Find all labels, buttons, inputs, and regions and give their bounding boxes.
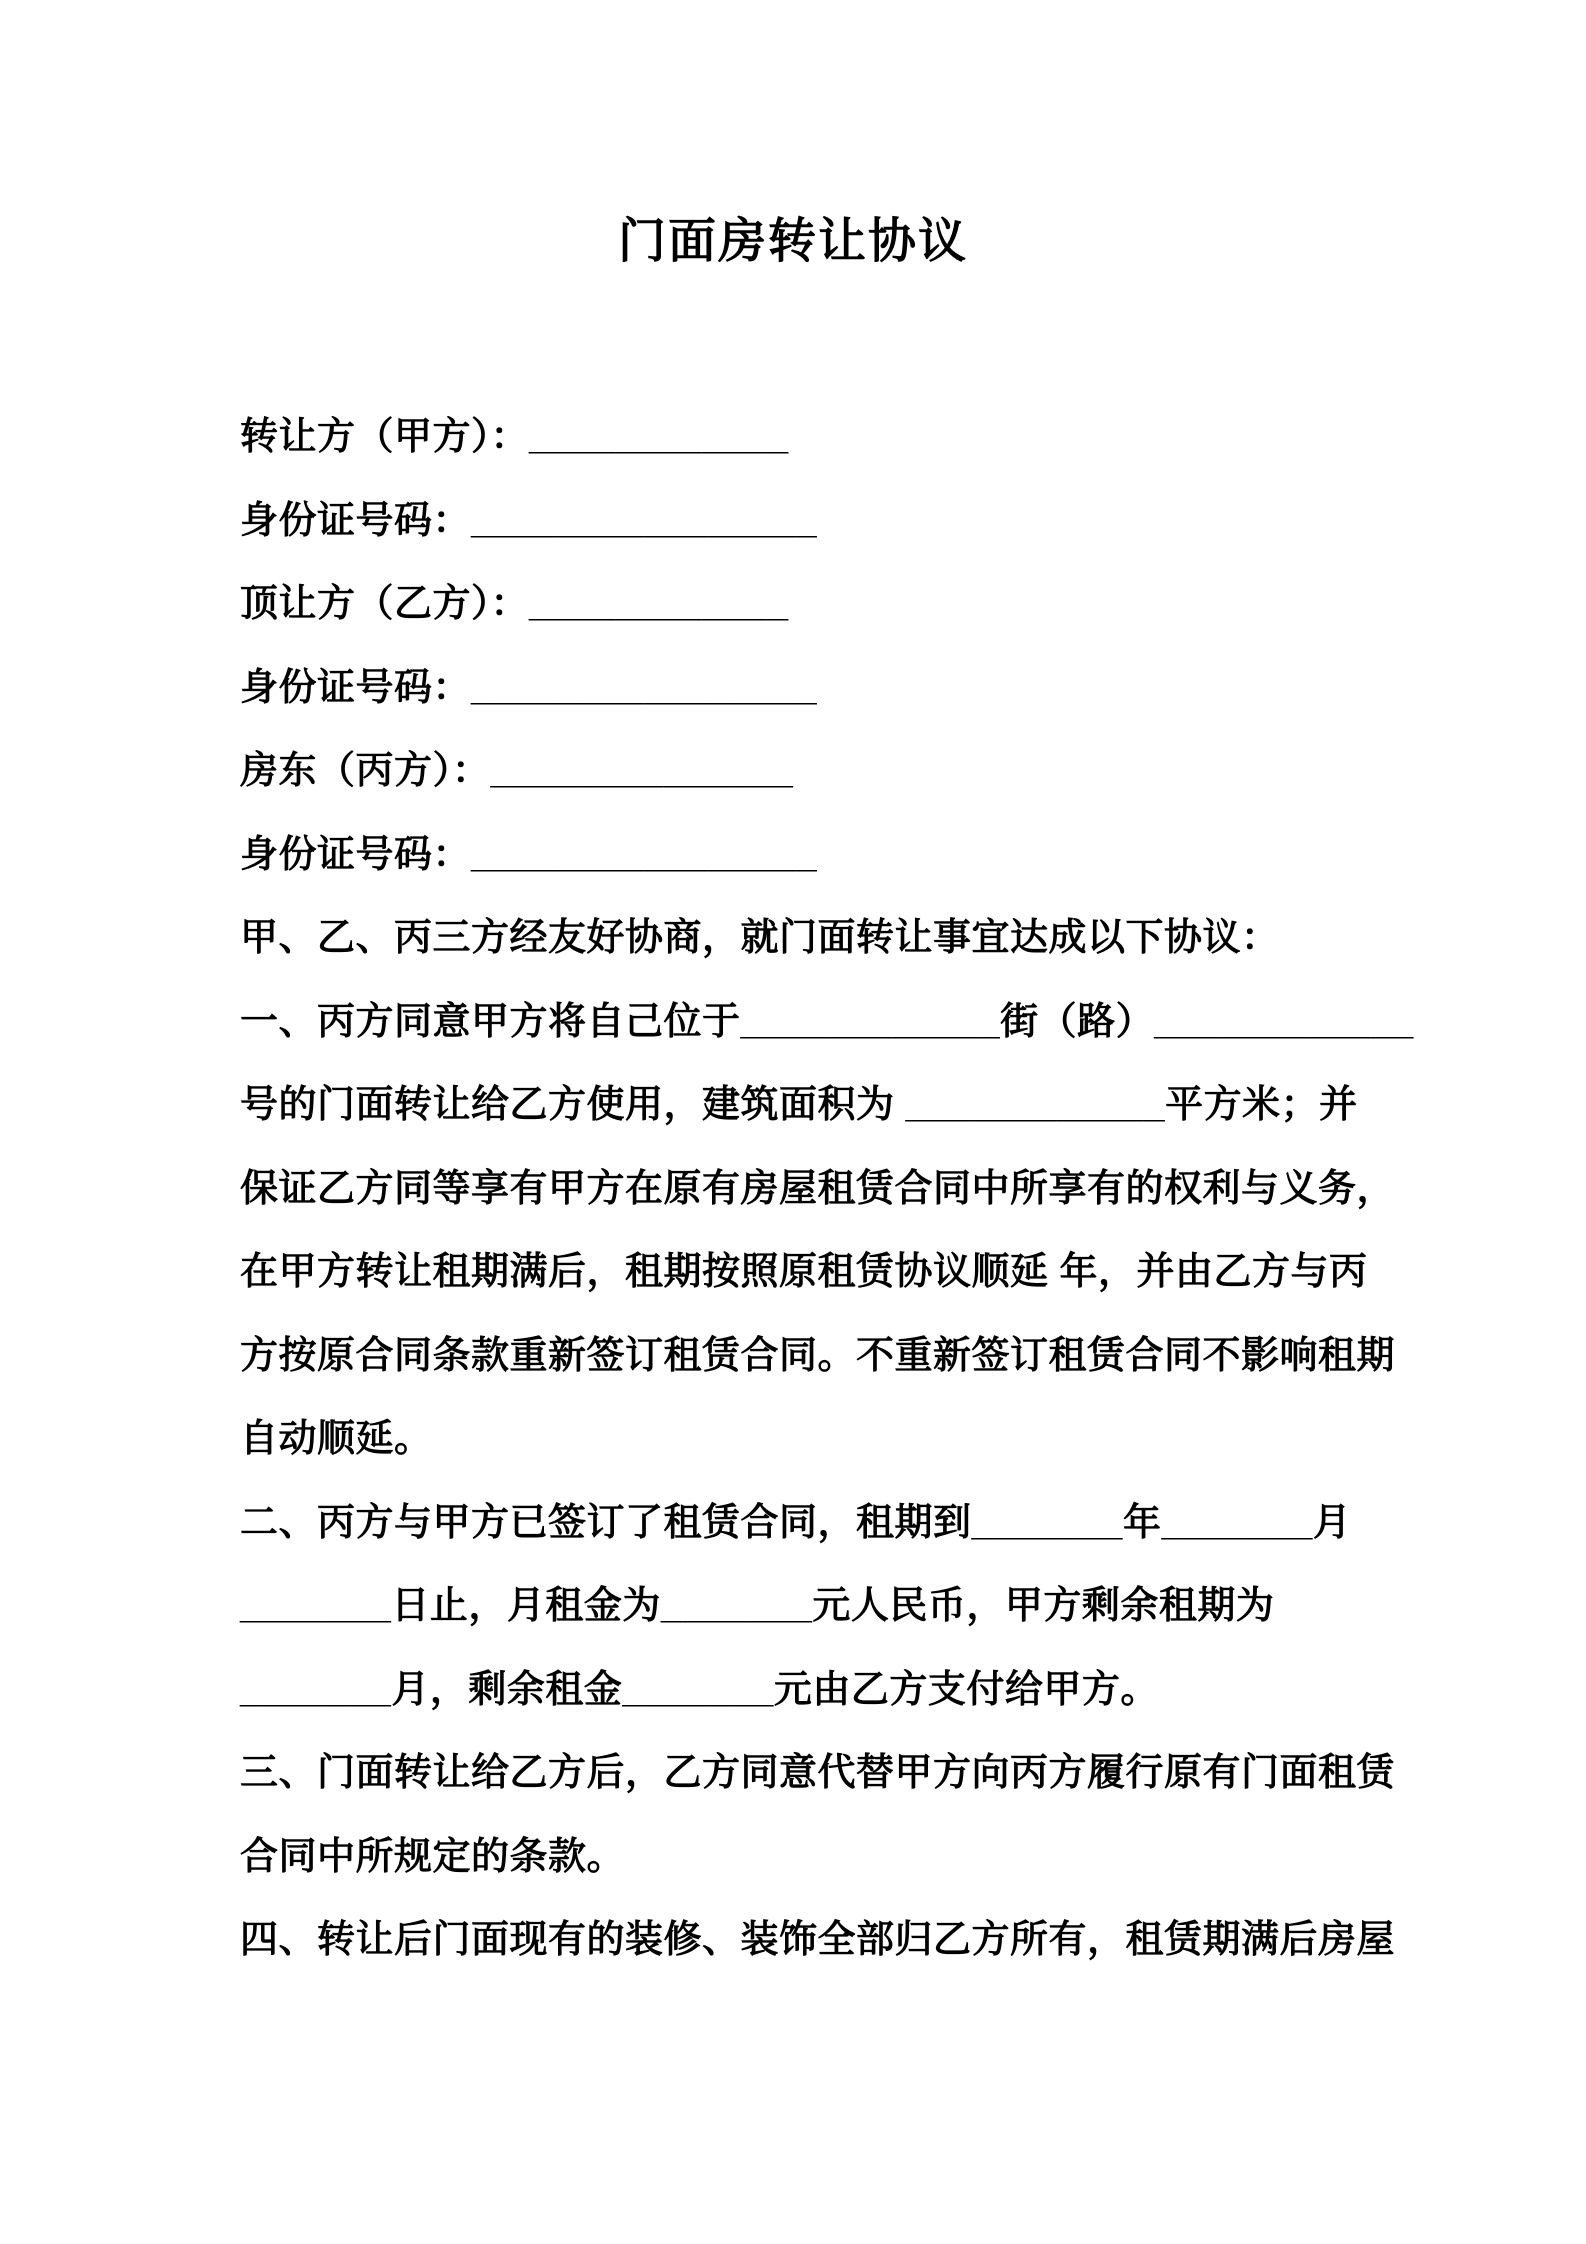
clause-1-line-1: 一、丙方同意甲方将自己位于____________街（路）____________ <box>240 1000 1414 1043</box>
party-b-line: 顶让方（乙方）：____________ <box>240 583 789 625</box>
party-c-line: 房东（丙方）：______________ <box>240 750 794 792</box>
clause-1-line-3: 保证乙方同等享有甲方在原有房屋租赁合同中所享有的权利与义务， <box>240 1167 1396 1210</box>
clause-3-line-2: 合同中所规定的条款。 <box>240 1835 626 1878</box>
clause-1-line-4: 在甲方转让租期满后，租期按照原租赁协议顺延 年，并由乙方与丙 <box>240 1251 1368 1293</box>
party-b-id-line: 身份证号码：________________ <box>240 666 818 709</box>
document-title: 门面房转让协议 <box>617 215 968 268</box>
clause-2-line-1: 二、丙方与甲方已签订了租赁合同，租期到_______年_______月 <box>240 1501 1352 1544</box>
clause-4-line-1: 四、转让后门面现有的装修、装饰全部归乙方所有，租赁期满后房屋 <box>240 1919 1396 1961</box>
clause-2-line-2: _______日止，月租金为_______元人民币，甲方剩余租期为 <box>240 1585 1275 1627</box>
clause-2-line-3: _______月，剩余租金_______元由乙方支付给甲方。 <box>240 1668 1159 1711</box>
clause-1-line-6: 自动顺延。 <box>240 1418 433 1460</box>
party-a-line: 转让方（甲方）：____________ <box>240 416 789 458</box>
party-a-id-line: 身份证号码：________________ <box>240 499 818 542</box>
clause-1-line-5: 方按原合同条款重新签订租赁合同。不重新签订租赁合同不影响租期 <box>240 1334 1396 1377</box>
clause-3-line-1: 三、门面转让给乙方后，乙方同意代替甲方向丙方履行原有门面租赁 <box>240 1752 1396 1794</box>
document-body <box>240 396 1414 1983</box>
party-c-id-line: 身份证号码：________________ <box>240 833 818 876</box>
clause-1-line-2: 号的门面转让给乙方使用，建筑面积为 ____________平方米；并 <box>240 1084 1358 1126</box>
preamble-line: 甲、乙、丙三方经友好协商，就门面转让事宜达成以下协议： <box>240 917 1280 959</box>
